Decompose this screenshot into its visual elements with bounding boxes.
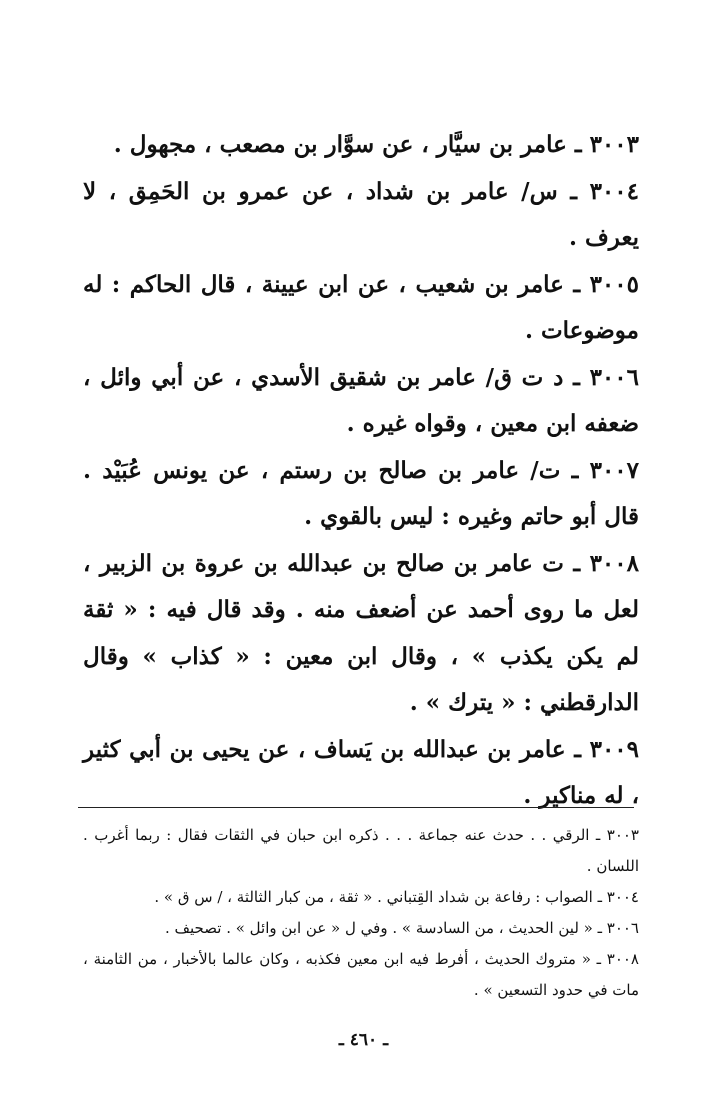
entry-text: عامر بن شعيب ، عن ابن عيينة ، قال الحاكم : له موضوعات . (83, 270, 639, 344)
footnote-3008: ٣٠٠٨ ـ « متروك الحديث ، أفرط فيه ابن معين فكذبه ، وكان عالما بالأخبار ، من الثامنة ، مات في حدود التسعين » . (83, 950, 639, 999)
entry-number: ٣٠٠٩ ـ (574, 735, 640, 763)
entry-3008 (83, 541, 639, 727)
footnote-3006: ٣٠٠٦ ـ « لين الحديث ، من السادسة » . وفي ل « عن ابن وائل » . تصحيف . (164, 919, 639, 937)
entry-text: عامر بن عبدالله بن يَساف ، عن يحيى بن أبي كثير ، له مناكير . (83, 735, 639, 809)
entry-text: س/ عامر بن شداد ، عن عمرو بن الحَمِق ، لا يعرف . (83, 177, 639, 251)
entry-3009 (83, 727, 639, 820)
entry-number: ٣٠٠٨ ـ (573, 549, 639, 577)
footnote-3003: ٣٠٠٣ ـ الرقي . . حدث عنه جماعة . . . ذكره ابن حبان في الثقات فقال : ربما أغرب . اللسان . (83, 826, 639, 875)
page-number: ـ ٤٦٠ ـ (338, 1030, 389, 1050)
entry-3005 (83, 262, 639, 355)
entry-number: ٣٠٠٤ ـ (570, 177, 639, 205)
entry-number: ٣٠٠٧ ـ (571, 456, 640, 484)
entry-3007 (83, 448, 639, 541)
entry-3003 (83, 122, 639, 169)
entry-number: ٣٠٠٣ ـ (574, 131, 639, 158)
entry-3006 (83, 355, 639, 448)
entry-text: عامر بن سيَّار ، عن سوَّار بن مصعب ، مجهول . (113, 131, 567, 158)
footnotes (83, 820, 639, 1006)
entry-text: د ت ق/ عامر بن شقيق الأسدي ، عن أبي وائل ، ضعفه ابن معين ، وقواه غيره . (83, 363, 639, 437)
entry-3004 (83, 169, 639, 262)
footnote-divider (78, 807, 634, 808)
entries-list (83, 122, 639, 820)
entry-number: ٣٠٠٥ ـ (573, 270, 639, 298)
footnote-3004: ٣٠٠٤ ـ الصواب : رفاعة بن شداد القِتباني . « ثقة ، من كبار الثالثة ، / س ق » . (154, 888, 639, 906)
entry-text: ت/ عامر بن صالح بن رستم ، عن يونس عُبَيْد . قال أبو حاتم وغيره : ليس بالقوي . (83, 456, 639, 530)
entry-text: ت عامر بن صالح بن عبدالله بن عروة بن الزبير ، لعل ما روى أحمد عن أضعف منه . وقد قال فيه : « ثقة لم يكن يكذب » ، وقال ابن معين : « كذاب » وقال الدارقطني : « يترك » . (83, 549, 639, 716)
entry-number: ٣٠٠٦ ـ (573, 363, 639, 391)
